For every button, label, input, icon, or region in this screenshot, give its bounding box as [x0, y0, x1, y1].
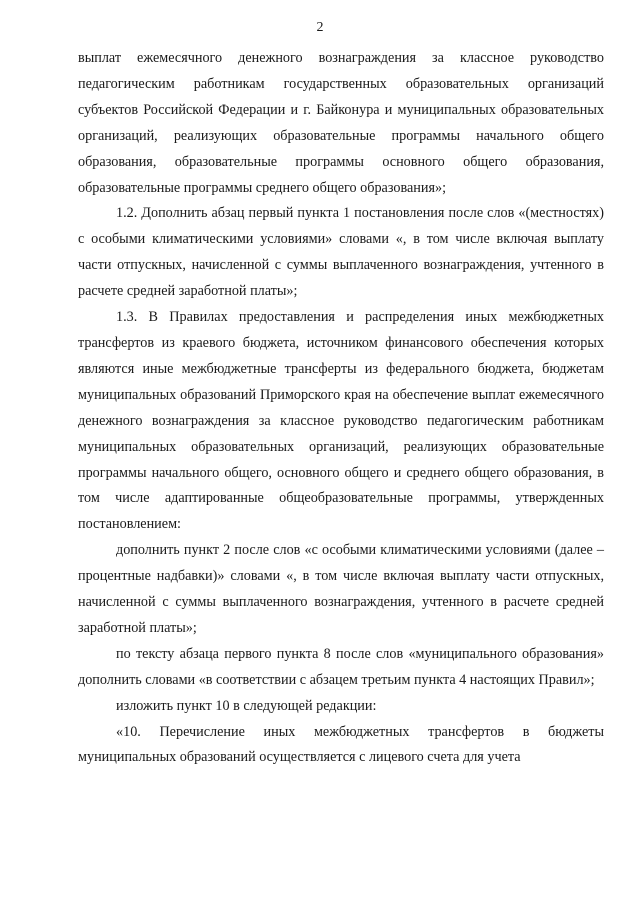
- document-body: [78, 46, 604, 771]
- paragraph-point-10-intro: изложить пункт 10 в следующей редакции:: [116, 697, 377, 714]
- paragraph-item-1-3: 1.3. В Правилах предоставления и распределения иных межбюджетных трансфертов из краевого бюджета, источником финансового обеспечения которых являются иные межбюджетные трансферты из федерального бюджета, бюджетам муниципальных образований Приморского края на обеспечение выплат ежемесячного денежного вознаграждения за классное руководство педагогическим работникам муниципальных образовательных организаций, реализующих образовательные программы начального общего, основного общего и среднего общего образования, в том числе адаптированные общеобразовательные программы, утвержденных постановлением:: [78, 309, 604, 533]
- paragraph-continuation: выплат ежемесячного денежного вознаграждения за классное руководство педагогическим работникам государственных образовательных организаций субъектов Российской Федерации и г. Байконура и муниципальных образовательных организаций, реализующих образовательные программы начального общего образования, образовательные программы основного общего образования, образовательные программы среднего общего образования»;: [78, 50, 604, 196]
- paragraph-item-1-2: 1.2. Дополнить абзац первый пункта 1 постановления после слов «(местностях) с особыми климатическими условиями» словами «, в том числе включая выплату части отпускных, начисленной с суммы выплаченного вознаграждения, учтенного в расчете средней заработной платы»;: [78, 205, 604, 300]
- page-number: 2: [316, 20, 324, 35]
- paragraph-point-2: дополнить пункт 2 после слов «с особыми климатическими условиями (далее – процентные надбавки)» словами «, в том числе включая выплату части отпускных, начисленной с суммы выплаченного вознаграждения, учтенного в расчете средней заработной платы»;: [78, 542, 604, 636]
- paragraph-point-10-text: «10. Перечисление иных межбюджетных трансфертов в бюджеты муниципальных образований осуществляется с лицевого счета для учета: [78, 723, 604, 766]
- paragraph-point-8: по тексту абзаца первого пункта 8 после слов «муниципального образования» дополнить словами «в соответствии с абзацем третьим пункта 4 настоящих Правил»;: [78, 645, 604, 688]
